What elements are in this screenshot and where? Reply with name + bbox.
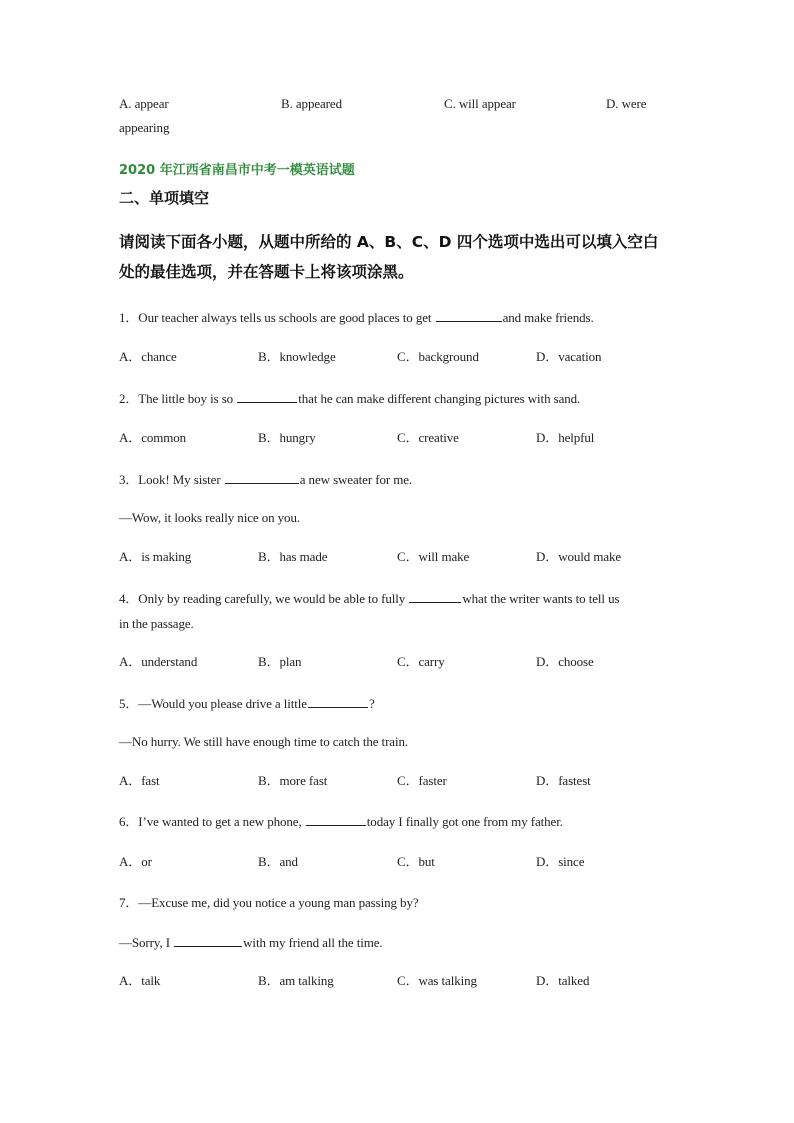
question-5-reply: —No hurry. We still have enough time to catch the train. <box>119 734 409 749</box>
question-5-stem <box>119 695 375 712</box>
question-stem-text: that he can make different changing pictures with sand. <box>298 391 581 406</box>
option-c: C．will make <box>397 549 470 564</box>
prev-option-c: C. will appear <box>444 96 516 111</box>
answer-blank <box>174 934 242 947</box>
question-7-reply <box>119 934 383 951</box>
option-c: C．faster <box>397 773 447 788</box>
prev-option-b: B. appeared <box>281 96 342 111</box>
answer-blank <box>409 590 461 603</box>
question-1-stem <box>119 309 594 326</box>
question-6-stem <box>119 813 563 830</box>
question-stem-text: ? <box>368 696 375 711</box>
answer-blank <box>308 695 368 708</box>
option-b: B．plan <box>258 654 302 669</box>
option-b: B．hungry <box>258 430 316 445</box>
question-4-stem <box>119 590 619 607</box>
prev-option-d: D. were <box>606 96 647 111</box>
option-c: C．was talking <box>397 973 477 988</box>
option-b: B．has made <box>258 549 328 564</box>
question-3-stem <box>119 471 412 488</box>
question-stem-text: and make friends. <box>502 310 594 325</box>
option-c: C．but <box>397 854 435 869</box>
answer-blank <box>436 309 502 322</box>
question-stem-text: a new sweater for me. <box>299 472 413 487</box>
prev-option-d-continued: appearing <box>119 120 170 135</box>
question-2-stem <box>119 390 580 407</box>
question-7-stem: 7．—Excuse me, did you notice a young man passing by? <box>119 895 419 910</box>
prev-option-a: A. appear <box>119 96 169 111</box>
section-heading: 二、单项填空 <box>119 189 210 207</box>
answer-blank <box>237 390 297 403</box>
option-d: D．vacation <box>536 349 602 364</box>
question-stem-text: 5．—Would you please drive a little <box>119 696 307 711</box>
option-d: D．helpful <box>536 430 595 445</box>
option-a: A．or <box>119 854 152 869</box>
option-a: A．chance <box>119 349 177 364</box>
question-stem-text: —Sorry, I <box>119 935 170 950</box>
option-c: C．creative <box>397 430 459 445</box>
answer-blank <box>225 471 299 484</box>
answer-blank <box>306 813 366 826</box>
question-stem-text: 2．The little boy is so <box>119 391 234 406</box>
option-d: D．since <box>536 854 585 869</box>
question-stem-text: 3．Look! My sister <box>119 472 221 487</box>
option-b: B．am talking <box>258 973 334 988</box>
question-stem-text: 6．I’ve wanted to get a new phone, <box>119 814 302 829</box>
question-stem-text: with my friend all the time. <box>243 935 383 950</box>
question-3-reply: —Wow, it looks really nice on you. <box>119 510 301 525</box>
option-b: B．and <box>258 854 298 869</box>
question-stem-text: what the writer wants to tell us <box>462 591 620 606</box>
option-c: C．background <box>397 349 479 364</box>
option-b: B．knowledge <box>258 349 336 364</box>
option-a: A．is making <box>119 549 192 564</box>
question-stem-text: 4．Only by reading carefully, we would be able to fully <box>119 591 406 606</box>
question-stem-text: 1．Our teacher always tells us schools are good places to get <box>119 310 432 325</box>
instructions-line-1: 请阅读下面各小题，从题中所给的 A、B、C、D 四个选项中选出可以填入空白 <box>119 233 659 251</box>
option-d: D．fastest <box>536 773 591 788</box>
exam-title: 2020 年江西省南昌市中考一模英语试题 <box>119 163 355 178</box>
instructions-line-2: 处的最佳选项，并在答题卡上将该项涂黑。 <box>119 263 414 281</box>
option-a: A．understand <box>119 654 198 669</box>
option-d: D．talked <box>536 973 590 988</box>
option-c: C．carry <box>397 654 445 669</box>
option-d: D．would make <box>536 549 622 564</box>
option-a: A．fast <box>119 773 160 788</box>
option-a: A．talk <box>119 973 161 988</box>
question-stem-text: today I finally got one from my father. <box>366 814 563 829</box>
option-d: D．choose <box>536 654 594 669</box>
option-a: A．common <box>119 430 187 445</box>
question-4-stem-continued: in the passage. <box>119 616 194 631</box>
option-b: B．more fast <box>258 773 328 788</box>
